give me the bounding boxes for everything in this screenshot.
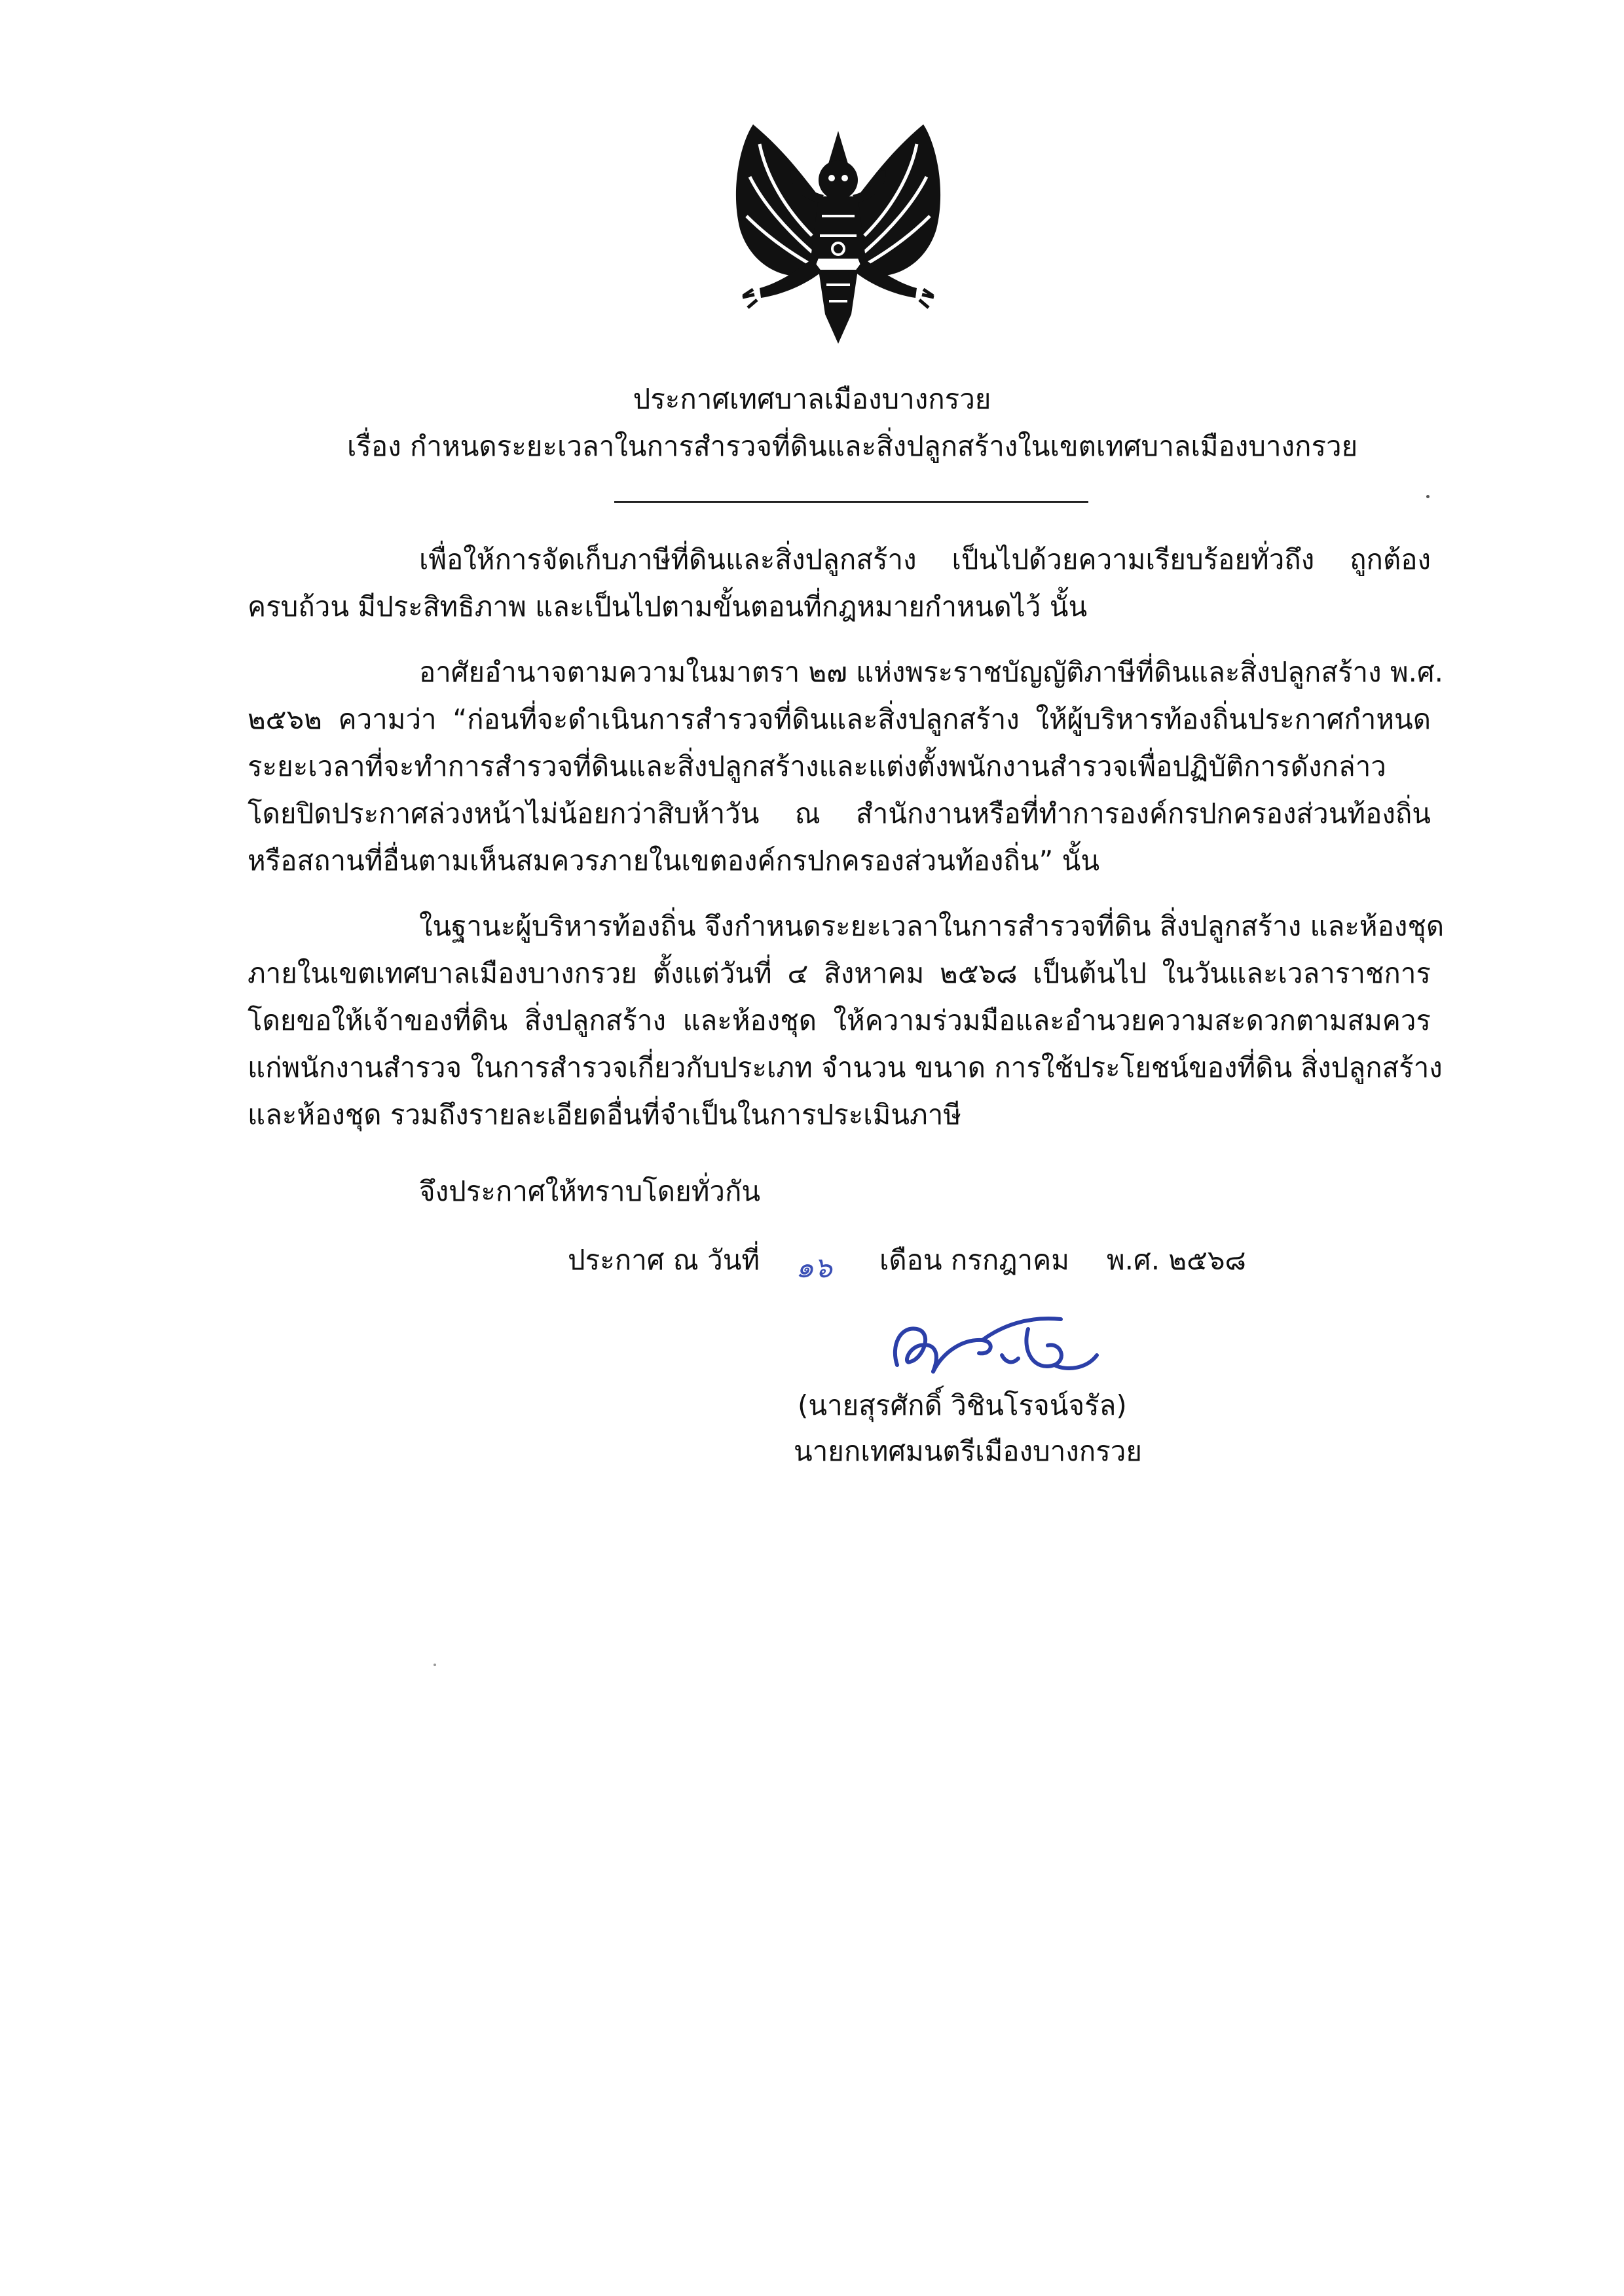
subject-line: เรื่อง กำหนดระยะเวลาในการสำรวจที่ดินและสิ่งปลูกสร้างในเขตเทศบาลเมืองบางกรวย: [347, 430, 1358, 462]
paragraph-2-line-2: ๒๕๖๒ ความว่า “ก่อนที่จะดำเนินการสำรวจที่ดินและสิ่งปลูกสร้าง ให้ผู้บริหารท้องถิ่นประกาศกำหนด: [248, 703, 1431, 735]
issuer-title: ประกาศเทศบาลเมืองบางกรวย: [633, 383, 991, 415]
handwritten-signature: [871, 1293, 1133, 1398]
signatory-name: (นายสุรศักดิ์ วิชินโรจน์จรัล): [798, 1389, 1127, 1421]
handwritten-day-text: ๑๖: [796, 1251, 832, 1285]
dateline-year: พ.ศ. ๒๕๖๘: [1107, 1244, 1246, 1276]
paragraph-3-line-3: โดยขอให้เจ้าของที่ดิน สิ่งปลูกสร้าง และห้องชุด ให้ความร่วมมือและอำนวยความสะดวกตามสมควร: [248, 1004, 1431, 1036]
handwritten-day: [790, 1247, 862, 1286]
paragraph-1-line-2: ครบถ้วน มีประสิทธิภาพ และเป็นไปตามขั้นตอนที่กฎหมายกำหนดไว้ นั้น: [248, 591, 1088, 623]
paragraph-2-line-5: หรือสถานที่อื่นตามเห็นสมควรภายในเขตองค์กรปกครองส่วนท้องถิ่น” นั้น: [248, 845, 1100, 877]
header-divider: [614, 501, 1088, 503]
paragraph-2-line-1: อาศัยอำนาจตามความในมาตรา ๒๗ แห่งพระราชบัญญัติภาษีที่ดินและสิ่งปลูกสร้าง พ.ศ.: [419, 656, 1444, 688]
closing-statement: จึงประกาศให้ทราบโดยทั่วกัน: [419, 1175, 761, 1207]
signatory-position: นายกเทศมนตรีเมืองบางกรวย: [794, 1435, 1142, 1467]
garuda-emblem-icon: [714, 118, 963, 360]
paragraph-3-line-5: และห้องชุด รวมถึงรายละเอียดอื่นที่จำเป็นในการประเมินภาษี: [248, 1099, 962, 1131]
scan-speck: [434, 1664, 436, 1666]
dateline-prefix: ประกาศ ณ วันที่: [568, 1244, 760, 1276]
paragraph-2-line-4: โดยปิดประกาศล่วงหน้าไม่น้อยกว่าสิบห้าวัน ณ สำนักงานหรือที่ทำการองค์กรปกครองส่วนท้องถิ่น: [248, 797, 1431, 829]
paragraph-3-line-1: ในฐานะผู้บริหารท้องถิ่น จึงกำหนดระยะเวลาในการสำรวจที่ดิน สิ่งปลูกสร้าง และห้องชุด: [419, 910, 1445, 942]
dateline-month: เดือน กรกฎาคม: [879, 1244, 1069, 1276]
paragraph-1-line-1: เพื่อให้การจัดเก็บภาษีที่ดินและสิ่งปลูกสร้าง เป็นไปด้วยความเรียบร้อยทั่วถึง ถูกต้อง: [419, 543, 1431, 575]
paragraph-2-line-3: ระยะเวลาที่จะทำการสำรวจที่ดินและสิ่งปลูกสร้างและแต่งตั้งพนักงานสำรวจเพื่อปฏิบัติการดังกล่าว: [248, 750, 1386, 782]
scan-speck: [1426, 495, 1430, 498]
paragraph-3-line-4: แก่พนักงานสำรวจ ในการสำรวจเกี่ยวกับประเภท จำนวน ขนาด การใช้ประโยชน์ของที่ดิน สิ่งปลูกสร้าง: [248, 1051, 1443, 1084]
paragraph-3-line-2: ภายในเขตเทศบาลเมืองบางกรวย ตั้งแต่วันที่ ๔ สิงหาคม ๒๕๖๘ เป็นต้นไป ในวันและเวลาราชการ: [248, 957, 1431, 989]
